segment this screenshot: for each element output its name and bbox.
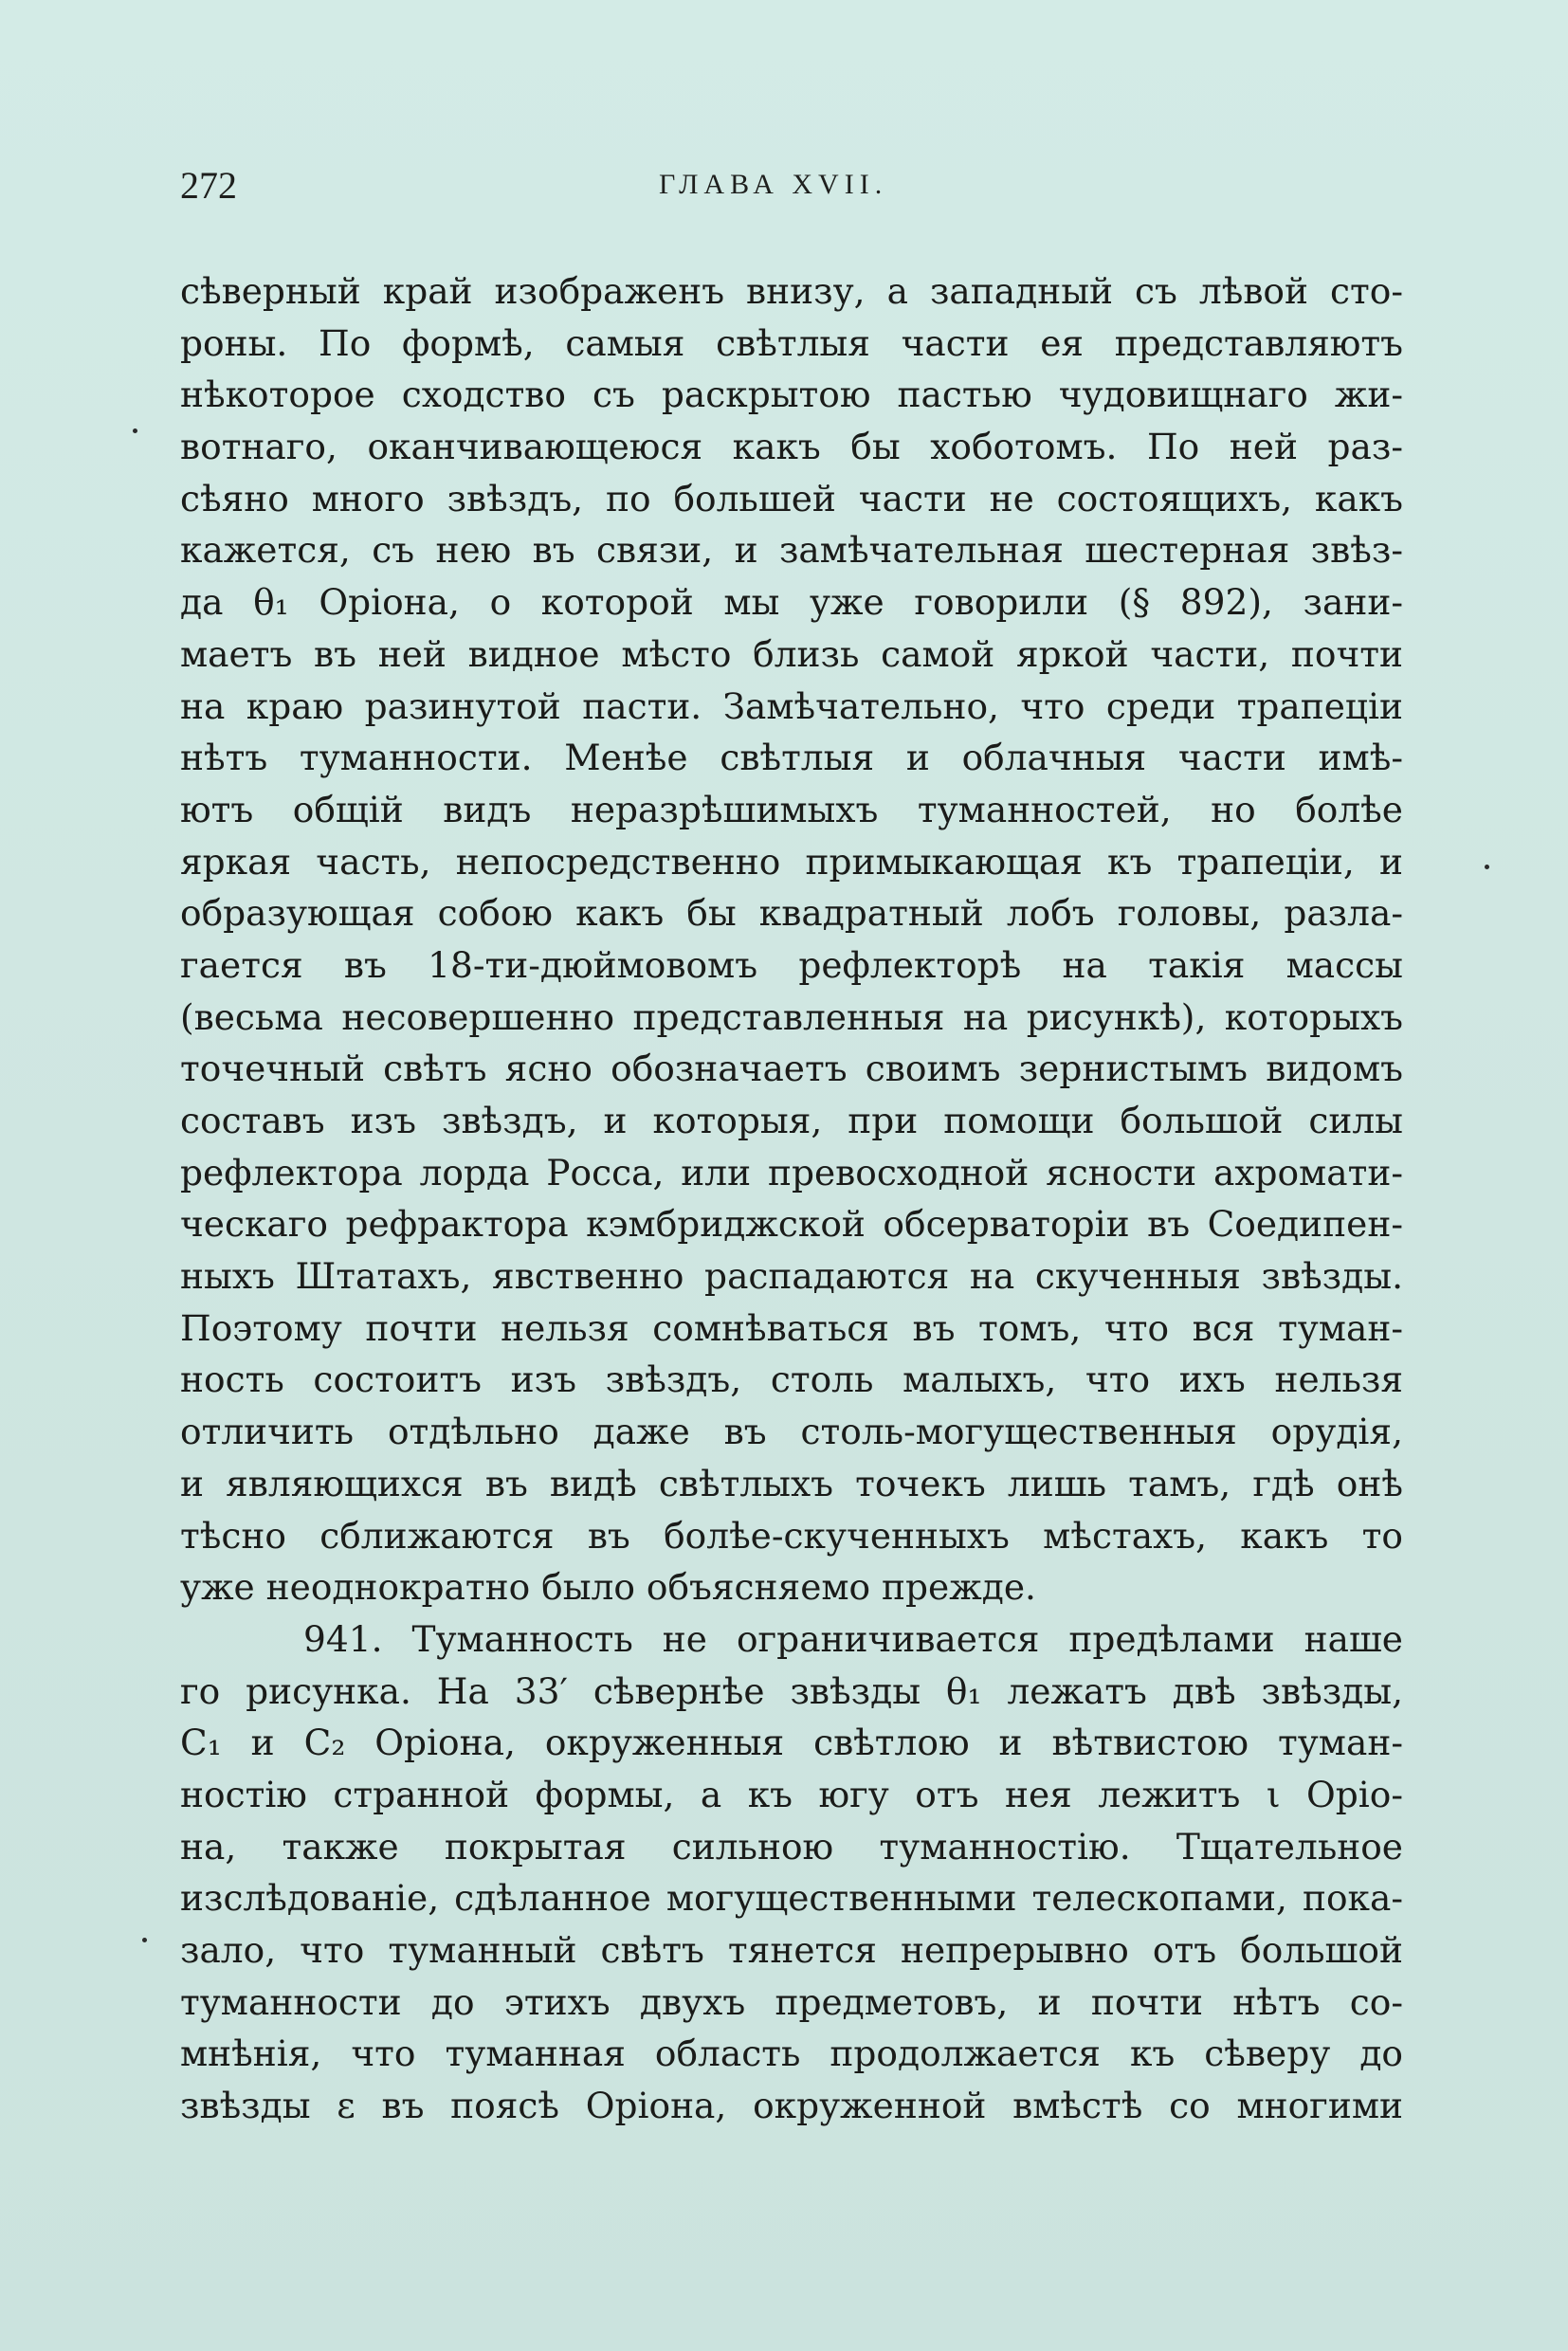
text-line: ность состоитъ изъ звѣздъ, столь малыхъ, что ихъ нельзя xyxy=(180,1358,1403,1401)
text-line: на краю разинутой пасти. Замѣчательно, что среди трапеціи xyxy=(180,684,1403,727)
text-line: кажется, съ нею въ связи, и замѣчательная шестерная звѣз- xyxy=(180,529,1403,572)
text-line: тѣсно сближаются въ болѣе-скученныхъ мѣстахъ, какъ то xyxy=(180,1514,1403,1557)
text-line: 941. Туманность не ограничивается предѣлами наше xyxy=(303,1617,1403,1660)
text-line: точечный свѣтъ ясно обозначаетъ своимъ зернистымъ видомъ xyxy=(180,1048,1403,1090)
text-line: го рисунка. На 33′ сѣвернѣе звѣзды θ₁ лежатъ двѣ звѣзды, xyxy=(180,1669,1403,1712)
text-line: уже неоднократно было объясняемо прежде. xyxy=(180,1566,1036,1609)
text-line: звѣзды ε въ поясѣ Оріона, окруженной вмѣстѣ со многими xyxy=(180,2085,1403,2127)
text-line: C₁ и C₂ Оріона, окруженныя свѣтлою и вѣтвистою туман- xyxy=(180,1722,1403,1764)
text-line: ныхъ Штатахъ, явственно распадаются на скученныя звѣзды. xyxy=(180,1255,1403,1298)
text-line: гается въ 18-ти-дюймовомъ рефлекторѣ на такія массы xyxy=(180,943,1403,986)
paragraph xyxy=(180,265,1403,1613)
chapter-heading: ГЛАВА XVII. xyxy=(659,169,888,200)
text-line: зало, что туманный свѣтъ тянется непрерывно отъ большой xyxy=(180,1929,1403,1971)
text-line: туманности до этихъ двухъ предметовъ, и почти нѣтъ со- xyxy=(180,1980,1403,2023)
print-speck xyxy=(1485,865,1489,869)
text-line: мнѣнія, что туманная область продолжается къ сѣверу до xyxy=(180,2032,1403,2075)
page-number: 272 xyxy=(180,164,237,207)
body-text xyxy=(180,265,1403,2132)
text-line: ностію странной формы, а къ югу отъ нея лежитъ ι Оріо- xyxy=(180,1773,1403,1815)
print-speck xyxy=(133,428,137,433)
text-line: образующая собою какъ бы квадратный лобъ головы, разла- xyxy=(180,892,1403,935)
text-line: нѣтъ туманности. Менѣе свѣтлыя и облачныя части имѣ- xyxy=(180,737,1403,779)
text-line: составъ изъ звѣздъ, и которыя, при помощи большой силы xyxy=(180,1100,1403,1141)
text-line: вотнаго, оканчивающеюся какъ бы хоботомъ. По ней раз- xyxy=(180,426,1403,468)
text-line: сѣяно много звѣздъ, по большей части не состоящихъ, какъ xyxy=(180,477,1403,519)
text-line: да θ₁ Оріона, о которой мы уже говорили (§ 892), зани- xyxy=(180,581,1403,624)
text-line: нѣкоторое сходство съ раскрытою пастью чудовищнаго жи- xyxy=(180,374,1403,416)
text-line: на, также покрытая сильною туманностію. Тщательное xyxy=(180,1825,1403,1868)
page-header xyxy=(180,163,1413,220)
text-line: сѣверный край изображенъ внизу, а западный съ лѣвой сто- xyxy=(180,270,1403,312)
text-line: ческаго рефрактора кэмбриджской обсерваторіи въ Соедипен- xyxy=(180,1203,1403,1246)
text-line: Поэтому почти нельзя сомнѣваться въ томъ, что вся туман- xyxy=(180,1306,1403,1349)
text-line: (весьма несовершенно представленныя на рисункѣ), которыхъ xyxy=(180,995,1403,1038)
text-line: маетъ въ ней видное мѣсто близь самой яркой части, почти xyxy=(180,632,1403,675)
text-line: отличить отдѣльно даже въ столь-могущественныя орудія, xyxy=(180,1411,1403,1453)
print-speck xyxy=(142,1938,147,1942)
paragraph-941 xyxy=(180,1613,1403,2132)
text-line: ютъ общій видъ неразрѣшимыхъ туманностей, но болѣе xyxy=(180,788,1403,830)
text-line: яркая часть, непосредственно примыкающая къ трапеціи, и xyxy=(180,840,1403,883)
text-line: и являющихся въ видѣ свѣтлыхъ точекъ лишь тамъ, гдѣ онѣ xyxy=(180,1462,1403,1504)
text-line: роны. По формѣ, самыя свѣтлыя части ея представляютъ xyxy=(180,321,1403,364)
text-line: рефлектора лорда Росса, или превосходной ясности ахромати- xyxy=(180,1151,1403,1194)
text-line: изслѣдованіе, сдѣланное могущественными телескопами, пока- xyxy=(180,1877,1403,1920)
